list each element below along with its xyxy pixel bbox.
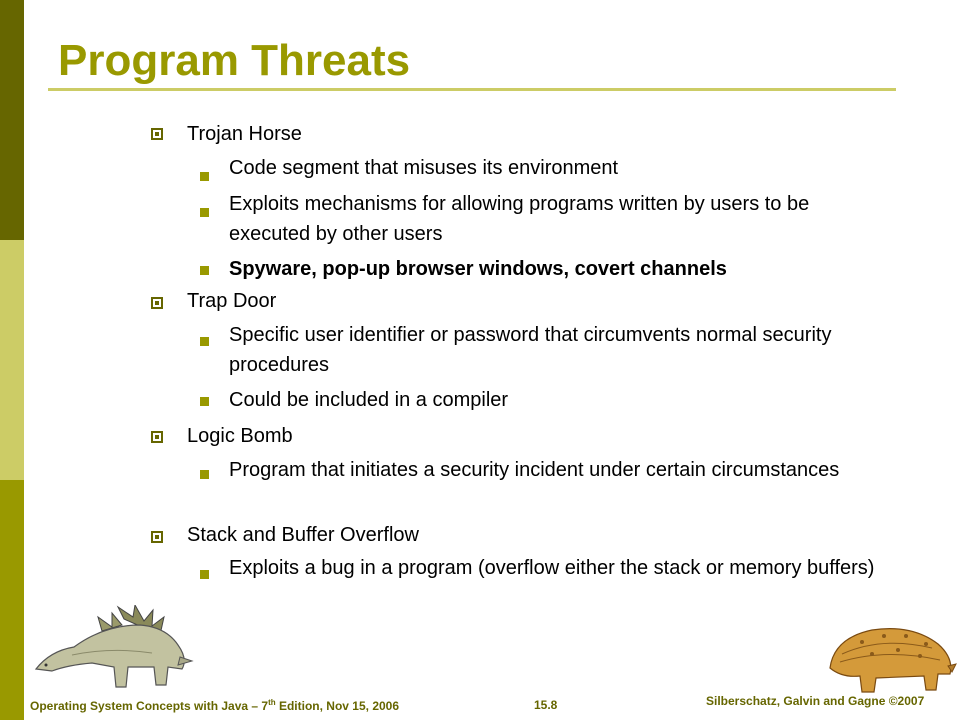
footer-page-number: 15.8 [534,698,558,712]
square-bullet-icon [151,297,163,309]
square-bullet-icon [200,470,209,479]
outline-subitem-highlight: Spyware, pop-up browser windows, covert channels [229,258,727,280]
square-bullet-icon [200,397,209,406]
outline-subitem: Could be included in a compiler [229,389,509,411]
outline-subitem: Program that initiates a security incident under certain circumstances [229,459,840,481]
footer-book-title: Operating System Concepts with Java – 7th Edition, Nov 15, 2006 [30,698,400,713]
outline-item: Trojan Horse [187,123,302,145]
square-bullet-icon [151,431,163,443]
square-bullet-icon [200,172,209,181]
ankylosaurus-illustration [822,618,957,696]
outline-subitem: Code segment that misuses its environment [229,157,619,179]
square-bullet-icon [200,570,209,579]
square-bullet-icon [200,337,209,346]
square-bullet-icon [151,128,163,140]
square-bullet-icon [151,531,163,543]
slide-title: Program Threats [58,36,411,85]
outline-subitem: Exploits mechanisms for allowing programs written by users to be executed by other users [229,193,810,245]
outline-subitem: Specific user identifier or password that circumvents normal security procedures [229,324,832,376]
outline-item: Logic Bomb [187,425,293,447]
outline-item: Trap Door [187,290,277,312]
outline-subitem: Exploits a bug in a program (overflow either the stack or memory buffers) [229,557,875,579]
square-bullet-icon [200,266,209,275]
square-bullet-icon [200,208,209,217]
outline-item: Stack and Buffer Overflow [187,524,419,546]
footer-copyright: Silberschatz, Galvin and Gagne ©2007 [706,694,925,708]
stegosaurus-illustration [32,605,197,690]
